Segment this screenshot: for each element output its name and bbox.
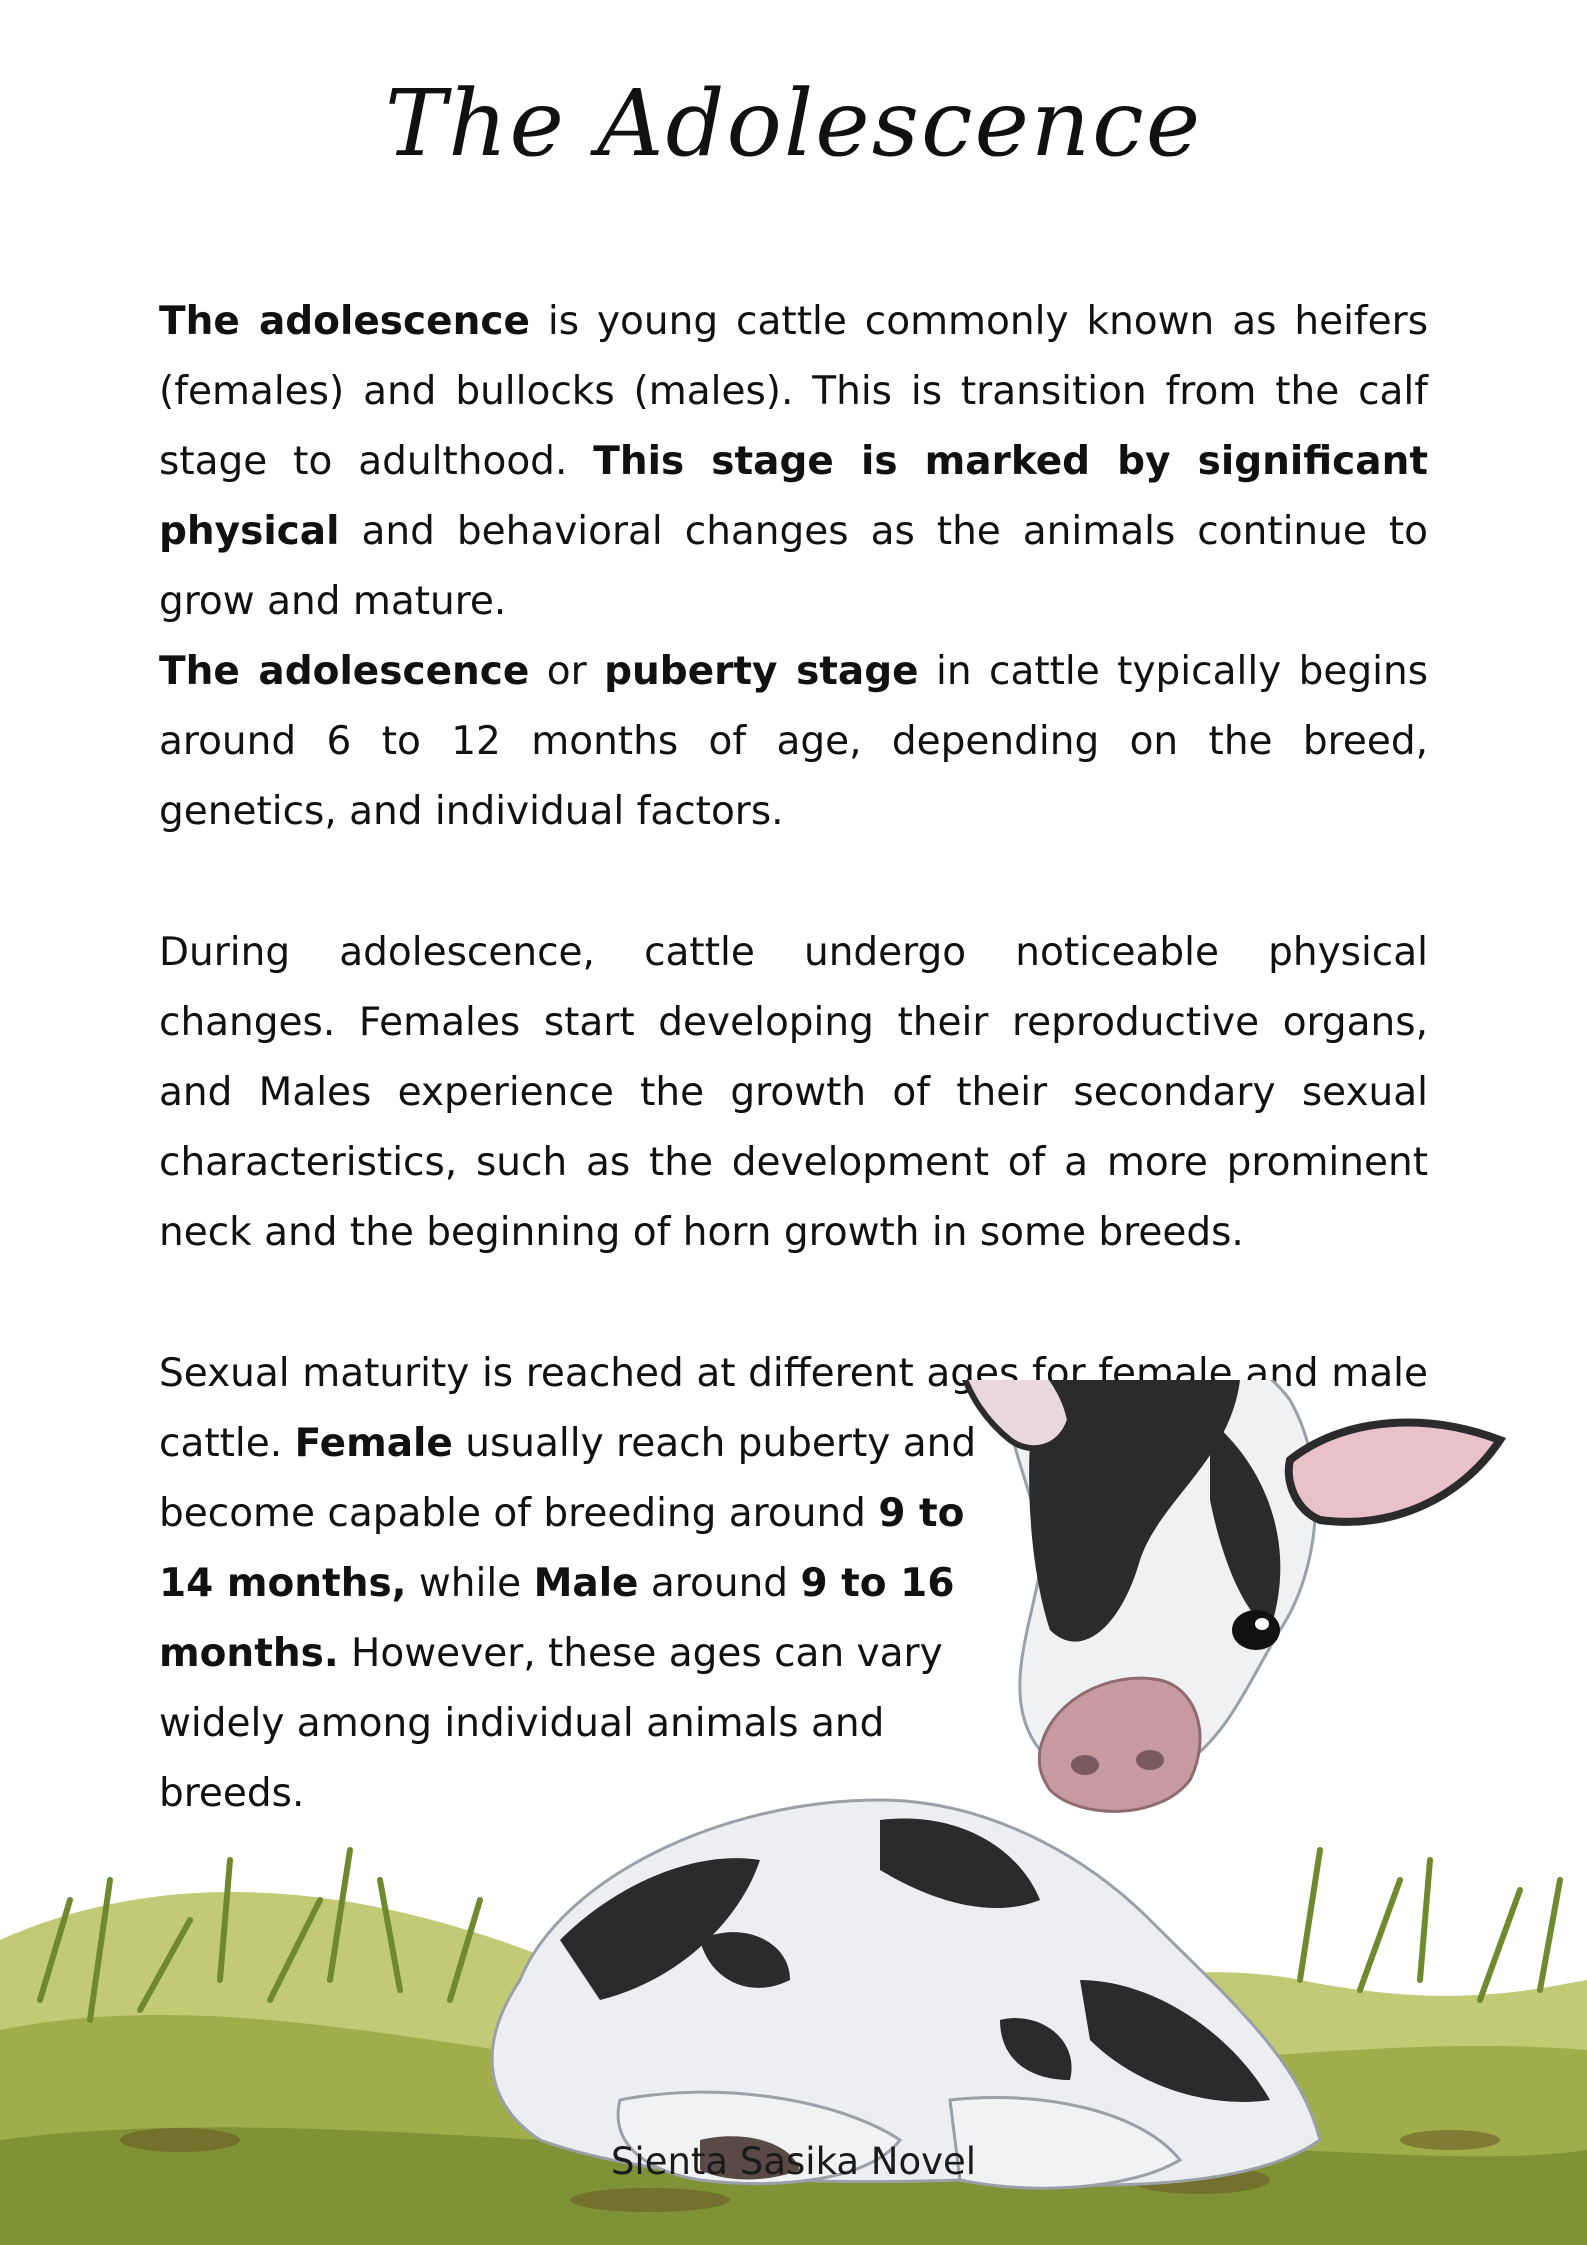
- paragraph-puberty: The adolescence or puberty stage in cattle typically begins around 6 to 12 months of age, depending on the breed, genetics, and individual factors.: [159, 649, 1429, 834]
- paragraph-maturity-line1: Sexual maturity is reached at different ages for female and male: [159, 1351, 1428, 1396]
- paragraph-maturity-rest: cattle. Female usually reach puberty and become capable of breeding around 9 to 14 months, while Male around 9 to 16 months. However, these ages can vary widely among individual animals and breeds.: [159, 1421, 977, 1816]
- cow-head: [957, 1380, 1500, 1811]
- bold-term: Female: [294, 1421, 453, 1466]
- bold-term: puberty stage: [604, 649, 919, 694]
- paragraph-physical-changes: During adolescence, cattle undergo noticeable physical changes. Females start developing their reproductive organs, and Males experience the growth of their secondary sexual characteristics, such as the development of a more prominent neck and the beginning of horn growth in some breeds.: [159, 930, 1428, 1255]
- bold-term: The adolescence: [159, 649, 530, 694]
- cow-calf-illustration: [0, 1380, 1587, 2245]
- cow-body: [492, 1800, 1320, 2188]
- bold-term: 9 to 14 months,: [159, 1491, 965, 1606]
- page-title: The Adolescence: [384, 70, 1203, 177]
- bold-term: The adolescence: [159, 299, 530, 344]
- bold-phrase: This stage is marked by significant physical: [159, 439, 1428, 554]
- bold-term: 9 to 16 months.: [159, 1561, 955, 1676]
- bold-term: Male: [533, 1561, 639, 1606]
- footer-author: Sienta Sasika Novel: [610, 2140, 977, 2183]
- paragraph-intro: The adolescence is young cattle commonly known as heifers (females) and bullocks (males). This is transition from the calf stage to adulthood. This stage is marked by significant physical and behavioral changes as the animals continue to grow and mature.: [159, 299, 1429, 624]
